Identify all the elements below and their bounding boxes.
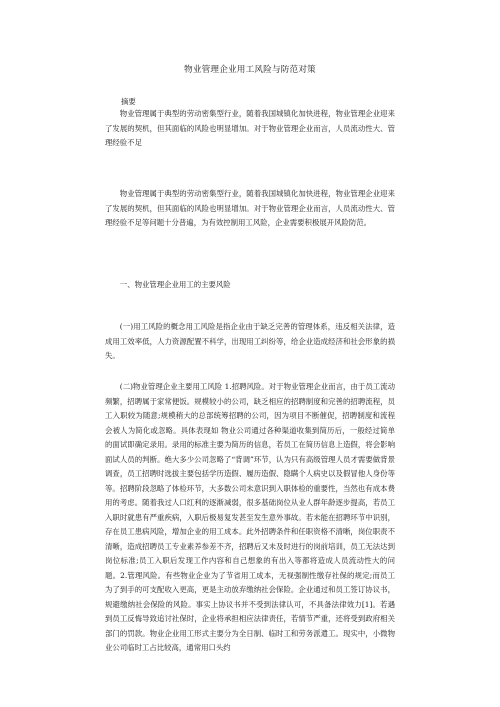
document-title: 物业管理企业用工风险与防范对策 <box>184 65 316 75</box>
main-risks-paragraph: (二)物业管理企业主要用工风险 1.招聘风险。对于物业管理企业而言，由于员工流动频繁，招聘属于家常便饭。规模较小的公司，缺乏相应的招聘制度和完善的招聘流程，员工入职较为随意;规模稍大的总部统筹招聘的公司，因为项目不断催促，招聘制度和流程会被人为简化或忽略。具体表现如 物业公司通过各种渠道收集到简历后，一般经过简单的面试即确定录用。录用的标准主要为简历的信息，若员工在简历信息上造假，将会影响面试人员的判断。绝大多少公司忽略了“背调”环节，认为只有高级管理人员才需要做背景调查，员工招聘时选拔主要包括学历造假、履历造假、隐瞒个人病史以及假冒他人身份等等。招聘阶段忽略了体检环节，大多数公司未意识到入职体检的重要性，当然也有成本费用的考虑。随着我过人口红利的逐渐减弱，很多基础岗位从业人群年龄逐步提高，若员工入职时就患有严重疾病，入职后极易复发甚至发生意外事故。若未能在招聘环节中识别，存在员工患病风险，增加企业的用工成本。此外招聘条件和任职资格不清晰，岗位职责不清晰，造成招聘员工专业素养参差不齐，招聘后又未及时进行的岗前培训，员工无法达到岗位标准;员工入职后发现工作内容和自己想象的有出入等都将造成人员流动性大的问题。2.管理风险。有些物业企业为了节省用工成本，无视强制性缴存社保的规定;而员工为了到手的可支配收入更高，更是主动放弃缴纳社会保险。企业通过和员工签订协议书，规避缴纳社会保险的风险。事实上协议书并不受到法律认可，不具备法律效力[1]。若遇到员工反悔导致追讨社保时，企业将承担相应法律责任，若情节严重，还将受到政府相关部门的罚款。物业企业用工形式主要分为全日制、临时工和劳务派遣工。现实中，小微物业公司临时工占比较高，通常用口头约 <box>105 382 395 652</box>
intro-block <box>105 187 395 231</box>
abstract-paragraph: 物业管理属于典型的劳动密集型行业，随着我国城镇化加快进程，物业管理企业迎来了发展的契机，但其面临的风险也明显增加。对于物业管理企业而言，人员流动性大、管理经验不足 <box>105 109 395 147</box>
intro-paragraph: 物业管理属于典型的劳动密集型行业，随着我国城镇化加快进程，物业管理企业迎来了发展的契机，但其面临的风险也明显增加。对于物业管理企业而言，人员流动性大、管理经验不足等问题十分普遍，为有效控制用工风险，企业需要积极展开风险防范。 <box>105 189 395 227</box>
risk-concept-block <box>105 320 395 364</box>
section-heading-block <box>105 278 395 293</box>
main-risks-block <box>105 380 395 656</box>
risk-concept-paragraph: (一)用工风险的概念用工风险是指企业由于缺乏完善的管理体系，违反相关法律，造成用工效率低，人力资源配置不科学，出现用工纠纷等，给企业造成经济和社会形象的损失。 <box>105 322 395 360</box>
abstract-heading: 摘要 <box>121 97 136 106</box>
section-heading: 一、物业管理企业用工的主要风险 <box>119 280 231 289</box>
abstract-block <box>105 107 395 151</box>
